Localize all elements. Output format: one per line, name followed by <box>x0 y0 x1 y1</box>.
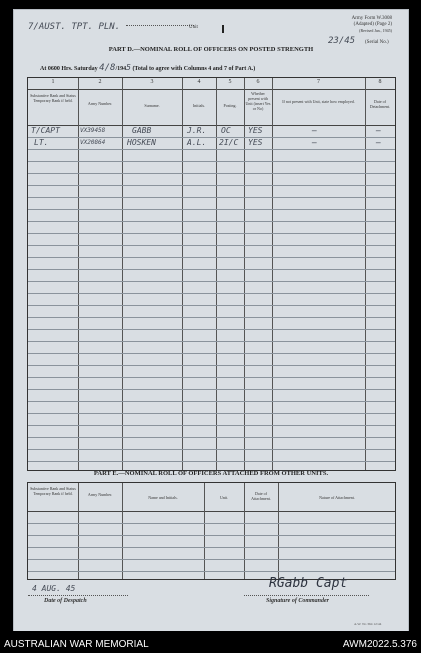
ruled-line <box>28 571 395 572</box>
form-reference <box>352 16 392 34</box>
cell-initials: A.L. <box>187 138 207 147</box>
part-e-table <box>27 482 396 580</box>
col-header-date: Date of Detachment. <box>369 99 391 109</box>
cell-surname: GABB <box>132 126 152 135</box>
ruled-line <box>28 341 395 342</box>
date-note: (Total to agree with Columns 4 and 7 of Part A.) <box>132 66 256 72</box>
cell-employed: — <box>312 138 317 147</box>
cell-present: YES <box>248 126 263 135</box>
ruled-line <box>28 353 395 354</box>
ruled-line <box>28 257 395 258</box>
ink-mark <box>222 25 224 33</box>
col-num-2: 2 <box>98 79 102 85</box>
ruled-line <box>28 197 395 198</box>
unit-label: Unit <box>189 25 198 30</box>
ruled-line <box>28 329 395 330</box>
e-col-header-rank: Substantive Rank and Status Temporary Rank if held. <box>30 486 76 496</box>
serial-handwritten: 23/45 <box>328 36 356 46</box>
e-col-header-date: Date of Attachment. <box>251 491 271 501</box>
column-header-row <box>28 89 395 126</box>
ruled-line <box>28 365 395 366</box>
e-col-header-name: Name and Initials. <box>148 495 178 500</box>
part-e-title: PART E.—NOMINAL ROLL OF OFFICERS ATTACHED FROM OTHER UNITS. <box>93 470 329 477</box>
ruled-line <box>28 269 395 270</box>
ruled-line <box>28 437 395 438</box>
ruled-line <box>28 221 395 222</box>
signature-line <box>244 595 369 596</box>
col-num-7: 7 <box>317 79 320 85</box>
col-header-posting: Posting. <box>223 103 237 108</box>
col-num-1: 1 <box>51 79 55 85</box>
unit-line <box>126 25 194 26</box>
ruled-line <box>28 173 395 174</box>
ruled-line <box>28 233 395 234</box>
cell-army-number: VX20864 <box>80 139 106 146</box>
ruled-line <box>28 401 395 402</box>
date-handwritten: 4/8 <box>99 63 116 73</box>
ruled-line <box>28 149 395 150</box>
cell-posting: 2I/C <box>219 138 239 147</box>
cell-detach-date: — <box>376 126 381 135</box>
cell-present: YES <box>248 138 263 147</box>
col-header-initials: Initials. <box>192 103 206 108</box>
ruled-line <box>28 389 395 390</box>
col-num-6: 6 <box>256 79 260 85</box>
ruled-line <box>28 293 395 294</box>
e-col-header-nature: Nature of Attachment. <box>319 495 355 500</box>
col-num-4: 4 <box>197 79 201 85</box>
caption-accession: AWM2022.5.376 <box>342 639 417 650</box>
year-handwritten: 5 <box>126 63 131 72</box>
ruled-line <box>28 305 395 306</box>
table-row <box>28 126 395 137</box>
ruled-line <box>28 161 395 162</box>
form-ref-line3: (Revised Jan., 1945) <box>359 28 392 33</box>
part-d-ruled-area <box>28 125 395 470</box>
form-page <box>13 9 409 633</box>
despatch-label: Date of Despatch <box>44 598 87 604</box>
ruled-line <box>28 449 395 450</box>
ruled-line <box>28 559 395 560</box>
despatch-date-handwritten: 4 AUG. 45 <box>32 584 76 593</box>
cell-employed: — <box>312 126 317 135</box>
cell-detach-date: — <box>376 138 381 147</box>
e-col-header-number: Army Number. <box>87 492 113 497</box>
ruled-line <box>28 377 395 378</box>
part-d-date-line <box>40 63 255 73</box>
caption-bar <box>0 631 421 653</box>
part-e-ruled-area <box>28 511 395 579</box>
cell-surname: HOSKEN <box>127 138 156 147</box>
e-col-header-unit: Unit. <box>219 495 229 500</box>
cell-rank: LT. <box>34 138 49 147</box>
despatch-line <box>28 595 128 596</box>
ruled-line <box>28 209 395 210</box>
cell-army-number: VX39458 <box>80 127 106 134</box>
ruled-line <box>28 523 395 524</box>
col-num-5: 5 <box>228 79 232 85</box>
ruled-line <box>28 461 395 462</box>
date-prefix: At 0600 Hrs. Saturday <box>40 66 98 72</box>
ruled-line <box>28 413 395 414</box>
col-header-surname: Surname. <box>144 103 160 108</box>
serial-label: (Serial No.) <box>365 40 389 45</box>
form-ref-line2: (Adapted) (Page 2) <box>353 22 392 27</box>
print-code: A.W. No 364 12/44 <box>354 622 382 626</box>
part-d-title: PART D.—NOMINAL ROLL OF OFFICERS ON POSTED STRENGTH <box>108 46 314 53</box>
ruled-line <box>28 245 395 246</box>
col-header-employed: If not present with Unit, state how employed. <box>282 99 355 104</box>
unit-handwritten: 7/AUST. TPT. PLN. <box>28 22 121 32</box>
ruled-line <box>28 547 395 548</box>
cell-rank: T/CAPT <box>31 126 60 135</box>
commander-signature: RGabb Capt <box>269 576 348 591</box>
ruled-line <box>28 535 395 536</box>
col-header-present: Whether present with Unit (insert Yes or No) <box>245 91 271 111</box>
ruled-line <box>28 185 395 186</box>
ruled-line <box>28 281 395 282</box>
ruled-line <box>28 317 395 318</box>
col-num-8: 8 <box>378 79 382 85</box>
cell-initials: J.R. <box>187 126 207 135</box>
caption-institution: AUSTRALIAN WAR MEMORIAL <box>4 639 149 650</box>
form-ref-line1: Army Form W.3008 <box>351 16 392 21</box>
date-suffix: /194 <box>115 66 127 72</box>
part-e-header-row <box>28 483 395 512</box>
col-num-3: 3 <box>150 79 154 85</box>
signature-label: Signature of Commander <box>266 598 330 604</box>
cell-posting: OC <box>221 126 231 135</box>
part-d-table <box>27 77 396 471</box>
table-row <box>28 138 395 149</box>
col-header-rank: Substantive Rank and Status Temporary Rank if held. <box>30 93 76 103</box>
col-header-number: Army Number. <box>87 101 113 106</box>
ruled-line <box>28 425 395 426</box>
